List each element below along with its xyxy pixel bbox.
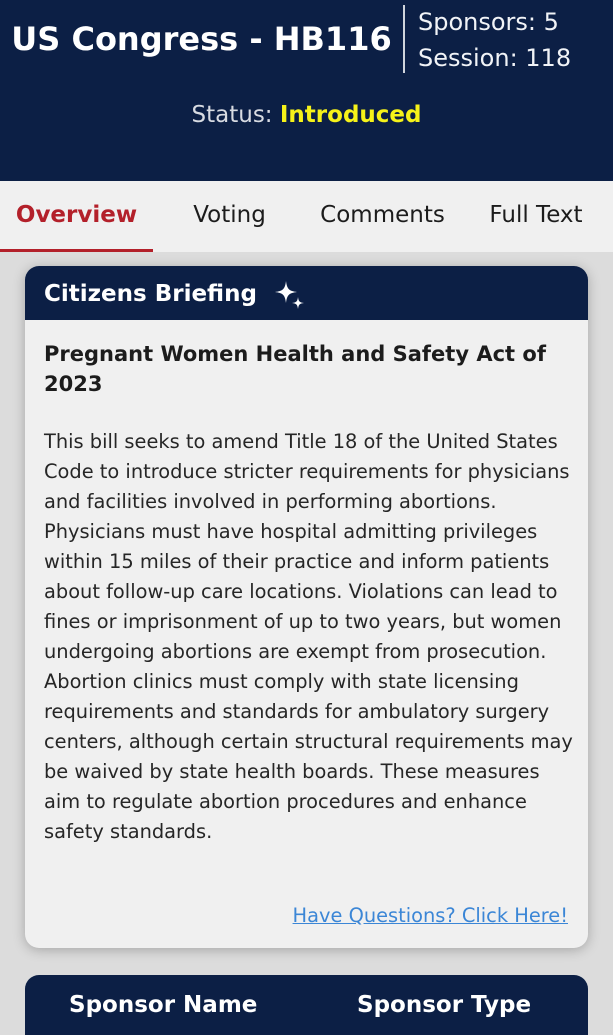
sponsors-count: Sponsors: 5 [418, 8, 559, 36]
briefing-header [25, 266, 588, 320]
status-label: Status: [191, 102, 273, 128]
bill-title: US Congress - HB116 [11, 20, 392, 58]
status-line [0, 99, 613, 131]
tab-voting[interactable]: Voting [193, 202, 266, 228]
tab-full-text[interactable]: Full Text [489, 202, 583, 228]
sponsor-table-header [25, 975, 588, 1035]
bill-header [0, 0, 613, 181]
column-sponsor-name: Sponsor Name [69, 992, 258, 1018]
bill-meta [418, 4, 571, 76]
briefing-title: Citizens Briefing [44, 281, 257, 307]
tab-overview[interactable]: Overview [15, 202, 138, 228]
tab-bar [0, 181, 613, 252]
column-sponsor-type: Sponsor Type [357, 992, 532, 1018]
session-number: Session: 118 [418, 44, 572, 72]
sparkle-icon [272, 277, 308, 313]
bill-summary: This bill seeks to amend Title 18 of the United States Code to introduce stricter requirements for physicians and facilities involved in performing abortions. Physicians must have hospital admitting privileges within 15 miles of their practice and inform patients about follow-up care locations. Violations can lead to fines or imprisonment of up to two years, but women undergoing abortions are exempt from prosecution. Abortion clinics must comply with state licensing requirements and standards for ambulatory surgery centers, although certain structural requirements may be waived by state health boards. These measures aim to regulate abortion procedures and enhance safety standards. [44, 430, 573, 843]
bill-name: Pregnant Women Health and Safety Act of 2023 [44, 342, 546, 396]
tab-comments[interactable]: Comments [320, 202, 445, 228]
have-questions-link[interactable]: Have Questions? Click Here! [292, 904, 568, 927]
active-tab-indicator [0, 249, 153, 252]
status-value: Introduced [279, 102, 422, 128]
citizens-briefing-card [25, 266, 588, 948]
header-divider [403, 5, 405, 73]
